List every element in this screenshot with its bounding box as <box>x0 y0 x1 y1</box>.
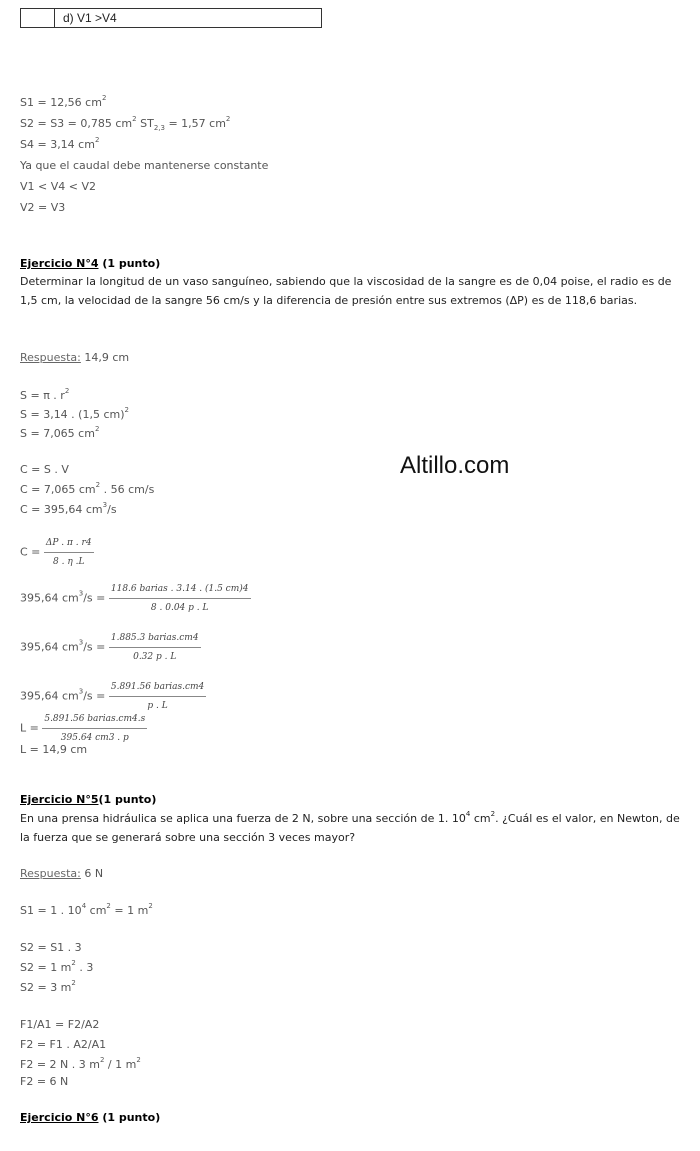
text-line: S1 = 1 . $10^4$ $cm^2 = 1$ $m^2$ <box>20 902 153 917</box>
text-line: F2 = 6 N <box>20 1075 69 1088</box>
answer-table-row <box>20 8 322 28</box>
ex4-heading: Ejercicio N°4 (1 punto) <box>20 257 161 270</box>
text-line: F1/A1 = F2/A2 <box>20 1018 100 1031</box>
formula: L = 5.891.56 barias.cm4.s 395.64 cm3 . p <box>20 714 146 743</box>
text-line: C = 395,64 $cm^3/s$ <box>20 501 117 516</box>
text-line: Ya que el caudal debe mantenerse constante <box>20 159 269 172</box>
text-line: L = 14,9 cm <box>20 743 88 756</box>
table-divider <box>54 9 55 27</box>
text-line: S = 3,14 . (1,5 cm)$^2$ <box>20 406 129 421</box>
ex4-statement: Determinar la longitud de un vaso sanguíneo, sabiendo que la viscosidad de la sangre es de 0,04 poise, el radio es de 1,5 cm, la velocidad de la sangre 56 cm/s y la diferencia de presión entre sus extremos (ΔP) es de 118,6 barias. <box>20 275 672 307</box>
ex5-heading: Ejercicio N°5(1 punto) <box>20 793 157 806</box>
text-line: S = 7,065 $cm^2$ <box>20 425 100 440</box>
watermark: Altillo.com <box>400 452 510 479</box>
ex5-answer: Respuesta: 6 N <box>20 867 104 880</box>
formula: C = $\frac{\Delta P . \pi . r4}{8 . \eta .L}$ <box>20 538 92 567</box>
text-line: C = 7,065 $cm^2$ . 56 cm/s <box>20 481 155 496</box>
text-line: F2 = F1 . A2/A1 <box>20 1038 107 1051</box>
ex6-heading: Ejercicio N°6 (1 punto) <box>20 1111 161 1124</box>
ex5-statement: En una prensa hidráulica se aplica una fuerza de 2 N, sobre una sección de 1. $10^4$ $cm^2$. ¿Cuál es el valor, en Newton, de la fuerza que se generará sobre una sección 3 veces mayor? <box>20 810 680 844</box>
s4-line: S4 = 3,14 $cm^2$ <box>20 136 100 151</box>
text-line: V2 = V3 <box>20 201 66 214</box>
text-line: F2 = 2 N . 3 $m^2 / 1$ $m^2$ <box>20 1056 141 1071</box>
text-line: S = π . $r^2$ <box>20 387 70 402</box>
text-line: S2 = 3 $m^2$ <box>20 979 76 994</box>
text-line: S2 = 1 $m^2$ . 3 <box>20 959 94 974</box>
text-line: C = S . V <box>20 463 69 476</box>
text-line: V1 < V4 < V2 <box>20 180 96 193</box>
text-line: S2 = S1 . 3 <box>20 941 82 954</box>
ex4-answer: Respuesta: 14,9 cm <box>20 351 130 364</box>
s2-line: S2 = S3 = 0,785 $cm^2$ $ST_{2,3} = 1,57$ $cm^2$ <box>20 115 231 133</box>
formula: 395,64 $cm^3/s$ = 5.891.56 barias.cm4 p . L <box>20 682 205 711</box>
formula: 395,64 $cm^3/s$ = 118.6 barias . 3.14 . (1.5 cm)4 8 . 0.04 p . L <box>20 584 249 613</box>
option-d: d) V1 >V4 <box>63 11 117 25</box>
formula: 395,64 $cm^3/s$ = 1.885.3 barias.cm4 0.32 p . L <box>20 633 199 662</box>
s1-line: S1 = 12,56 $cm^2$ <box>20 94 107 109</box>
